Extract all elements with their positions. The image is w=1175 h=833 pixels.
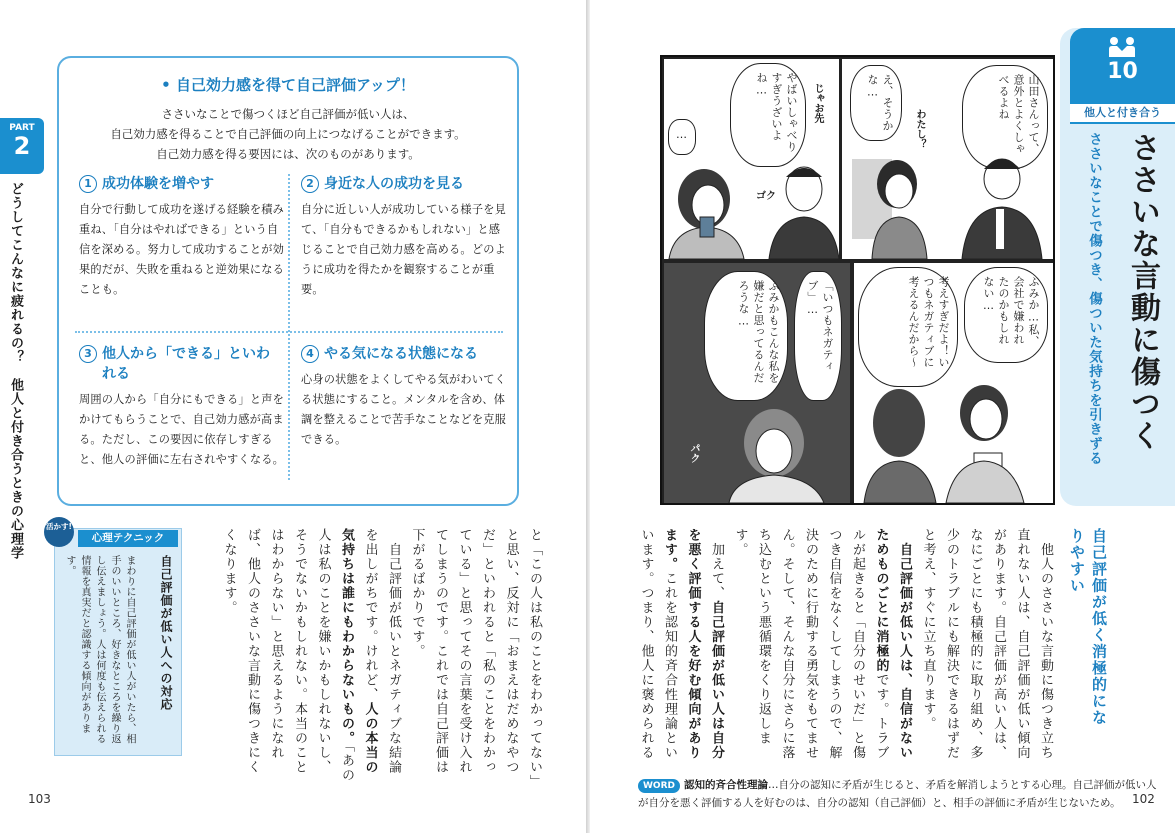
right-page [590,0,1175,833]
word-footnote [638,776,1158,812]
factor-body: 心身の状態をよくしてやる気がわいてくる状態にすること。メンタルを含め、体調を整えることで苦手なことなどを克服できる。 [301,373,506,446]
handshake-people-icon [1108,36,1136,58]
sound-effect: パク [688,443,699,463]
factor-heading: 身近な人の成功を見る [324,176,464,192]
circled-number-icon: 4 [301,345,319,363]
self-efficacy-box [57,56,519,506]
right-body-text [638,528,1057,768]
factor-body: 自分で行動して成功を遂げる経験を積み重ね、「自分はやればできる」という自信を深める。努力して成功することが効果的だが、失敗を重ねると逆効果になることも。 [79,203,284,296]
comic-panel-2 [664,59,839,259]
factor-item-1 [79,174,289,300]
box-title [59,74,517,95]
emphasis: 自信がないためものごとに消極的 [873,528,912,760]
page-number: 102 [1132,792,1155,806]
factor-item-3 [79,344,289,470]
intro-line: 自己効力感を得ることで自己評価の向上につなげることができます。 [110,127,466,141]
intro-line: 自己効力感を得る要因には、次のものがあります。 [156,147,420,161]
comic-panel-4 [664,263,850,503]
sound-effect: じゃお先 [812,83,823,123]
part-label: PART [9,123,35,133]
paragraph: と「この人は私のことをわかってない」と思い、反対に「おまえはだめなやつだ」といわれると「私のことをわかっている」と思ってその言葉を受け入れてしまうのです。これでは自己評価は下がるばかりです。 [409,528,542,783]
chapter-category: 他人と付き合う [1070,104,1175,122]
bullet-dot-icon: • [161,76,171,94]
factor-heading: やる気になる状態になる [324,346,478,362]
manga-illustration [660,55,1055,505]
speech-bubble: 「いつもネガティブ」… [794,271,842,401]
comic-panel-1 [842,59,1053,259]
left-body-text [196,528,546,788]
factor-item-4 [301,344,511,450]
intro-line: ささいなことで傷つくほど自己評価が低い人は、 [161,107,415,121]
paragraph: 他人のささいな言動に傷つき立ち直れない人は、自己評価が低い傾向があります。自己評価が高い人は、なにごとにも積極的に取り組め、多少のトラブルにも解決できるはずだと考え、すぐに立ち直ります。 [920,528,1053,760]
comic-panel-3 [854,263,1053,503]
katsukasu-bubble-icon: 活かす! [44,517,74,547]
part-tab [0,118,44,174]
chapter-badge [1070,28,1175,124]
emphasis: 人の本当の気持ちは誰にもわからないもの。 [339,528,378,775]
speech-bubble: 考えすぎだよ！いつもネガティブに考えるんだから〜 [858,267,958,387]
paragraph: 自己評価が低いとネガティブな結論を出しがちです。けれど、人の本当の気持ちは誰にもわからないもの。「あの人は私のことを嫌いかもしれないし、そうでないかもしれない。本当のことはわからない」と思えるようになれば、他人のささいな言動に傷つきにくくなります。 [221,528,401,783]
factor-item-2 [301,174,511,300]
paragraph: 自己評価が低い人は、自信がないためものごとに消極的です。トラブルが起きると「自分のせいだ」と傷つき自信をなくしてしまうので、解決のために行動する勇気をもてません。そして、そんな自分にさらに落ち込むという悪循環をくり返します。 [732,528,912,760]
left-page [0,0,586,833]
factor-body: 周囲の人から「自分にもできる」と声をかけてもらうことで、自己効力感が高まる。ただし、この要因に依存しすぎると、他人の評価に左右されやすくなる。 [79,393,284,466]
word-tag: WORD [638,779,680,793]
part-number: 2 [13,132,31,160]
sound-effect: わたし？ [914,109,925,149]
chapter-side-caption: どうしてこんなに疲れるの？ 他人と付き合うときの心理学 [8,182,23,560]
speech-bubble: ふみか…私、会社で嫌われたのかもしれない… [964,267,1048,363]
box-intro [59,104,517,164]
coworkers-drawing-icon [852,149,1047,259]
woman-drinking-drawing-icon [664,159,839,259]
factor-heading: 成功体験を増やす [102,176,214,192]
divider-horizontal [75,331,503,333]
circled-number-icon: 3 [79,345,97,363]
page-title: ささいな言動に傷つく [1125,132,1160,452]
circled-number-icon: 1 [79,175,97,193]
section-heading: 自己評価が低く消極的になりやすい [1068,528,1108,726]
box-title-text: 自己効力感を得て自己評価アップ！ [175,76,415,94]
page-number: 103 [28,792,51,806]
sad-woman-drawing-icon [684,403,844,503]
speech-bubble: 山田さんって、意外とよくしゃべるよね [962,65,1048,169]
sound-effect: ゴク [756,191,776,202]
circled-number-icon: 2 [301,175,319,193]
page-subtitle: ささいなことで傷つき、傷ついた気持ちを引きずる [1086,132,1102,466]
technique-label: 心理テクニック [78,530,178,547]
emphasis: 自己評価が低い人は、 [897,542,912,688]
technique-heading: 自己評価が低い人への対応 [159,555,173,711]
paragraph: 加えて、自己評価が低い人は自分を悪く評価する人を好む傾向があります。これを認知的斉合性理論といいます。つまり、他人に褒められる [638,528,724,760]
speech-bubble: え、そうかな… [850,65,902,141]
speech-bubble: … [668,119,696,155]
technique-text: まわりに自己評価が低い人がいたら、相手のいいところ、好きなところを繰り返し伝えましょう。人は何度も伝えられる情報を真実だと認識する傾向があります。 [64,555,135,744]
emphasis: 自己評価が低い人は自分を悪く評価する人を好む傾向があります。 [662,528,724,760]
speech-bubble: ふみかもこんな私を嫌だと思ってるんだろうな… [704,271,788,401]
word-definition: …自分の認知に矛盾が生じると、矛盾を解消しようとする心理。自己評価が低い人が自分を悪く評価する人を好むのは、自分の認知（自己評価）と、相手の評価に矛盾が生じないため。 [638,779,1157,809]
word-term: 認知的斉合性理論 [683,779,768,791]
factor-heading: 他人から「できる」といわれる [102,346,270,382]
chapter-number: 10 [1107,59,1138,84]
speech-bubble: やばいしゃべりすぎうざいよね… [730,63,806,167]
friends-eating-drawing-icon [854,373,1053,503]
factor-body: 自分に近しい人が成功している様子を見て、「自分もできるかもしれない」と感じることで自己効力感を高める。どのように成功を得たかを観察することが重要。 [301,203,506,296]
